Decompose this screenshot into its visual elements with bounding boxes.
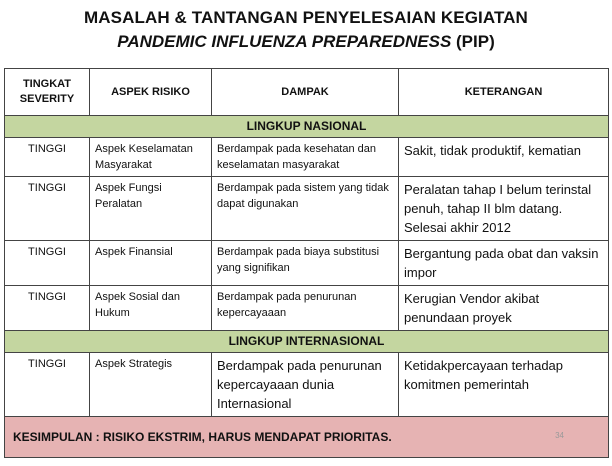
header-dampak: DAMPAK — [212, 69, 399, 116]
conclusion-text: KESIMPULAN : RISIKO EKSTRIM, HARUS MENDAPAT PRIORITAS. — [13, 430, 392, 444]
slide-title — [0, 6, 612, 54]
keterangan-cell: Bergantung pada obat dan vaksin impor — [399, 241, 609, 286]
keterangan-cell: Peralatan tahap I belum terinstal penuh, tahap II blm datang. Selesai akhir 2012 — [399, 177, 609, 241]
section-row-nasional — [5, 116, 609, 138]
severity-cell: TINGGI — [5, 177, 90, 241]
aspek-cell: Aspek Strategis — [90, 353, 212, 417]
aspek-cell: Aspek Fungsi Peralatan — [90, 177, 212, 241]
dampak-cell: Berdampak pada sistem yang tidak dapat digunakan — [212, 177, 399, 241]
table-row — [5, 138, 609, 177]
conclusion-cell — [5, 417, 609, 458]
risk-table — [4, 68, 609, 458]
title-line-2 — [0, 30, 612, 54]
title-italic-part: PANDEMIC INFLUENZA PREPAREDNESS — [117, 32, 452, 51]
dampak-cell: Berdampak pada biaya substitusi yang signifikan — [212, 241, 399, 286]
dampak-cell: Berdampak pada penurunan kepercayaaan — [212, 286, 399, 331]
conclusion-row — [5, 417, 609, 458]
keterangan-cell: Ketidakpercayaan terhadap komitmen pemerintah — [399, 353, 609, 417]
aspek-cell: Aspek Sosial dan Hukum — [90, 286, 212, 331]
dampak-cell: Berdampak pada kesehatan dan keselamatan masyarakat — [212, 138, 399, 177]
table-row — [5, 353, 609, 417]
table-row — [5, 177, 609, 241]
header-aspek: ASPEK RISIKO — [90, 69, 212, 116]
severity-cell: TINGGI — [5, 286, 90, 331]
aspek-cell: Aspek Keselamatan Masyarakat — [90, 138, 212, 177]
header-keterangan: KETERANGAN — [399, 69, 609, 116]
dampak-cell: Berdampak pada penurunan kepercayaaan dunia Internasional — [212, 353, 399, 417]
table-row — [5, 241, 609, 286]
title-suffix: (PIP) — [451, 32, 495, 51]
section-internasional-label: LINGKUP INTERNASIONAL — [5, 331, 609, 353]
header-row — [5, 69, 609, 116]
aspek-cell: Aspek Finansial — [90, 241, 212, 286]
section-row-internasional — [5, 331, 609, 353]
severity-cell: TINGGI — [5, 138, 90, 177]
table-row — [5, 286, 609, 331]
title-line-1: MASALAH & TANTANGAN PENYELESAIAN KEGIATAN — [84, 8, 528, 27]
severity-cell: TINGGI — [5, 241, 90, 286]
severity-cell: TINGGI — [5, 353, 90, 417]
section-nasional-label: LINGKUP NASIONAL — [5, 116, 609, 138]
page-number: 34 — [555, 431, 564, 440]
keterangan-cell: Kerugian Vendor akibat penundaan proyek — [399, 286, 609, 331]
keterangan-cell: Sakit, tidak produktif, kematian — [399, 138, 609, 177]
header-severity: TINGKAT SEVERITY — [5, 69, 90, 116]
